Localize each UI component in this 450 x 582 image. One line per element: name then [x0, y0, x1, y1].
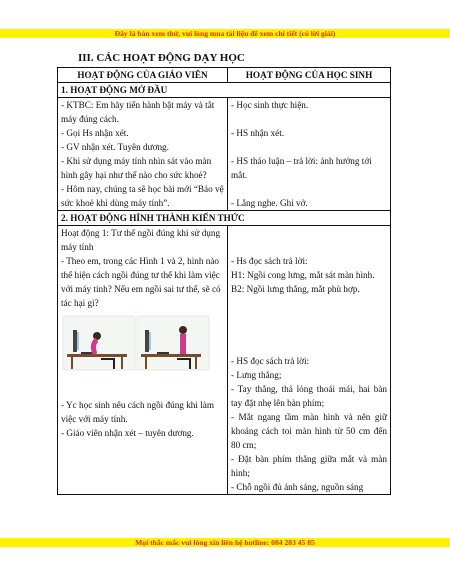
list-item: - Theo em, trong các Hình 1 và 2, hình nào thể hiện cách ngồi đúng tư thế khi làm việc với máy tính? Nếu em ngồi sai tư thế, sẽ có tác hại gì? [61, 256, 221, 308]
hotline-banner-bottom [0, 538, 450, 547]
header-teacher: HOẠT ĐỘNG CỦA GIÁO VIÊN [58, 68, 228, 83]
list-item: - Lưng thẳng; [231, 370, 282, 380]
phase-row [58, 211, 391, 226]
computer-posture-image [61, 314, 211, 372]
table-header-row [58, 68, 391, 83]
phase1-teacher-cell [58, 98, 228, 211]
list-item: - KTBC: Em hãy tiến hành bật máy và tắt máy đúng cách. [61, 100, 215, 124]
list-item: - Mắt ngang tầm màn hình và nên giữ khoảng cách toi màn hình từ 50 cm đến 80 cm; [231, 412, 387, 450]
phase2-student-cell [228, 226, 391, 495]
header-student: HOẠT ĐỘNG CỦA HỌC SINH [228, 68, 391, 83]
list-item: - HS thảo luận – trả lời: ảnh hưởng tới mắt. [231, 156, 372, 180]
list-item: - Lắng nghe. Ghi vở. [231, 198, 308, 208]
list-item: H1: Ngồi cong lưng, mắt sát màn hình. [231, 270, 375, 280]
phase1-title: 1. HOẠT ĐỘNG MỞ ĐẦU [58, 83, 391, 98]
list-item: - Giáo viên nhận xét – tuyên dương. [61, 428, 194, 438]
list-item: - Yc học sinh nêu cách ngồi đúng khi làm việc với máy tính. [61, 400, 215, 424]
list-item: - HS nhận xét. [231, 128, 285, 138]
phase2-teacher-cell [58, 226, 228, 495]
list-item: - Gọi Hs nhận xét. [61, 128, 129, 138]
section-title: III. CÁC HOẠT ĐỘNG DẠY HỌC [78, 52, 245, 64]
phase2-title: 2. HOẠT ĐỘNG HÌNH THÀNH KIẾN THỨC [58, 211, 391, 226]
posture-illustration [61, 314, 224, 372]
list-item: B2: Ngồi lưng thẳng, mắt phù hợp. [231, 284, 360, 294]
table-row [58, 98, 391, 211]
list-item: - GV nhận xét. Tuyên dương. [61, 142, 169, 152]
list-item: - Hs đọc sách trả lời: [231, 256, 308, 266]
list-item: - Tay thẳng, thả lỏng thoải mái, hai bàn tay đặt nhẹ lên bàn phím; [231, 384, 387, 408]
list-item: Hoạt động 1: Tư thế ngồi đúng khi sử dụng máy tính [61, 228, 221, 252]
list-item: - Đặt bàn phím thẳng giữa mắt và màn hình; [231, 454, 387, 478]
list-item: - Khi sử dụng máy tính nhìn sát vào màn hình gây hại như thế nào cho sức khoẻ? [61, 156, 212, 180]
list-item: - Hôm nay, chúng ta sẽ học bài mới “Bảo vệ sức khoẻ khi dùng máy tính”. [61, 184, 224, 208]
preview-banner-top [0, 29, 450, 38]
hotline-banner-text: Mọi thắc mắc vui lòng xin liên hệ hotline: 084 283 45 85 [135, 538, 315, 547]
list-item: - Học sinh thực hiện. [231, 100, 309, 110]
list-item: - Chỗ ngồi đủ ánh sáng, nguồn sáng [231, 482, 364, 492]
table-row [58, 226, 391, 495]
phase1-student-cell [228, 98, 391, 211]
preview-banner-text: Đây là bản xem thử, vui lòng mua tài liệu để xem chi tiết (có lời giải) [114, 29, 336, 38]
list-item: - HS đọc sách trả lời: [231, 356, 310, 366]
phase-row [58, 83, 391, 98]
activities-table [57, 67, 391, 495]
